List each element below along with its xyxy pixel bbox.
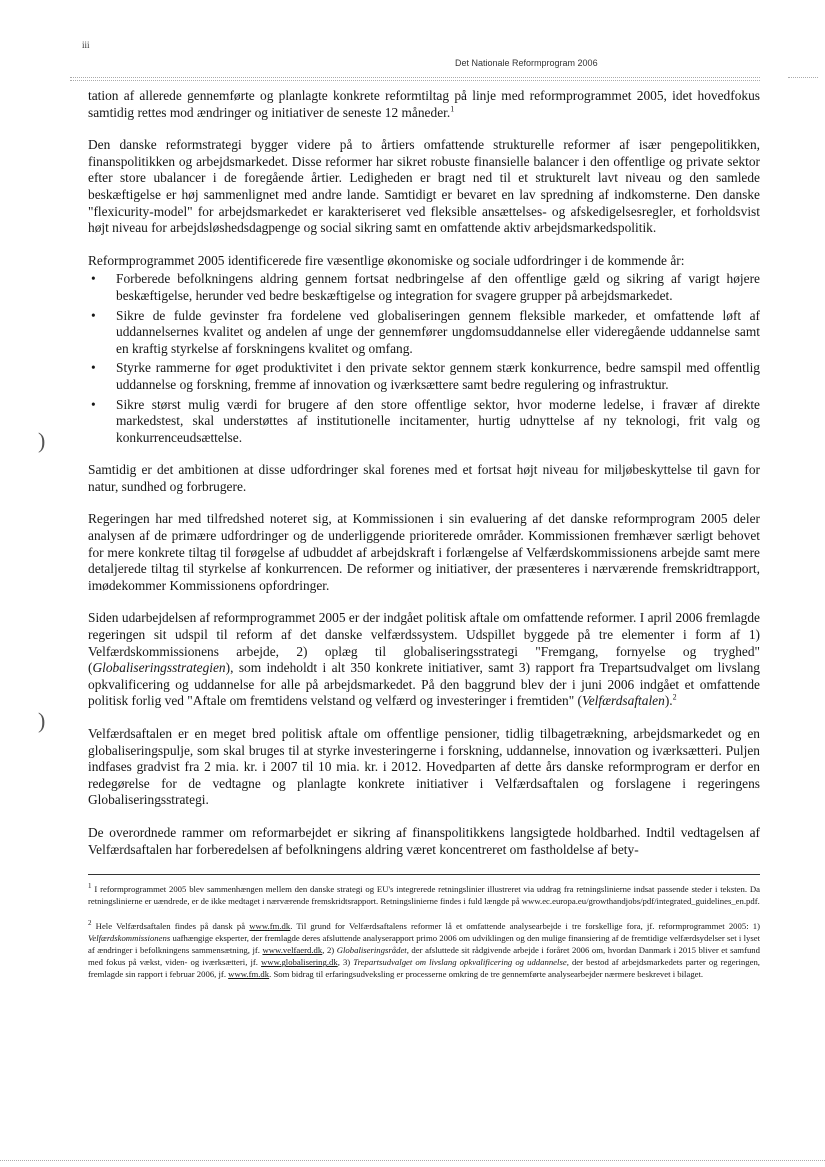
footnote-ref: 1	[450, 104, 455, 114]
scan-rule	[0, 1160, 825, 1161]
link-fm[interactable]: www.fm.dk	[228, 969, 270, 980]
list-item-text: Styrke rammerne for øget produktivitet i den private sektor gennem stærk konkurrence, bedre samspil med offentlig uddannelse og forskning, fremme af innovation og iværksættere samt bedre regulering og infrastruktur.	[116, 360, 760, 392]
footnote-text: , der afsluttede sit rådgivende arbejde i foråret 2006 om, hvordan Danmark i 2015 bliver et samfund med fokus på vækst, viden- og iværksætteri, jf.	[88, 944, 760, 968]
footnote-text: I reformprogrammet 2005 blev sammenhængen mellem den danske strategi og EU's integrerede retningslinier illustreret via uddrag fra retningslinierne indsat passende steder i teksten. Da retningslinierne er uændrede, er de ikke medtaget i nærværende fremskridtsrapport. Retningslinierne findes i fuld længde på www.ec.europa.eu/growthandjobs/pdf/integrated_guidelines_en.pdf.	[88, 884, 761, 907]
bullet-icon: •	[91, 307, 96, 323]
header-watermark: Det Nationale Reformprogram 2006	[455, 58, 598, 68]
footnote-text: Hele Velfærdsaftalen findes på dansk på	[95, 920, 250, 931]
scan-rule	[70, 80, 760, 81]
paragraph-challenges-intro: Reformprogrammet 2005 identificerede fire væsentlige økonomiske og sociale udfordringer i de kommende år:	[88, 252, 685, 268]
list-item-text: Forberede befolkningens aldring gennem fortsat nedbringelse af den offentlige gæld og sikring af varigt højere beskæftigelse, herunder ved bedre beskæftigelse og integration for svagere grupper på arbejdsmarkedet.	[116, 271, 760, 303]
footnote-text: , 2)	[322, 944, 337, 955]
bullet-icon: •	[91, 396, 96, 412]
italic-term: Velfærdskommissionens	[88, 932, 171, 943]
footnote-text: uafhængige eksperter, der fremlagde deres afsluttende analyserapport primo 2006 om udviklingen og den mulige finansiering af de fremtidige velfærdsydelser set i lyset af ændringer i befolkningens sammensætning, jf.	[88, 932, 760, 955]
paragraph-welfare-agreement	[88, 610, 760, 710]
page-body	[88, 88, 760, 993]
list-item-text: Sikre størst mulig værdi for brugere af den store offentlige sektor, hvor moderne ledelse, i fravær af direkte markedstest, skal understøttes af institutionelle incitamenter, hurtig udnyttelse af ny teknologi, frit valg og konkurrenceudsættelse.	[116, 396, 760, 445]
scan-rule	[788, 77, 818, 78]
paragraph-text: tation af allerede gennemførte og planlagte konkrete reformtiltag på linje med reformprogrammet 2005, idet hovedfokus samtidig rettes mod ændringer og initiativer de seneste 12 måneder.	[88, 88, 760, 120]
footnote-text: , der bestod af arbejdsmarkedets parter og regeringen, fremlagde sin rapport i februar 2006, jf.	[88, 957, 760, 980]
paragraph-framework: De overordnede rammer om reformarbejdet er sikring af finanspolitikkens langsigtede holdbarhed. Indtil vedtagelsen af Velfærdsaftalen har forberedelsen af befolkningens aldring været koncentreret om fastholdelse af bety-	[88, 824, 760, 857]
scan-rule	[70, 77, 760, 78]
paragraph-text: Siden udarbejdelsen af reformprogrammet 2005 er der indgået politisk aftale om omfattende reformer. I april 2006 fremlagde regeringen sit udspil til reform af det danske velfærdssystem. Udspillet byggede på tre elementer i form af 1) Velfærdskommissionens arbejde, 2) oplæg til globaliseringsstrategi "Fremgang, fornyelse og tryghed" (	[88, 610, 760, 676]
paragraph-text: ), som indeholdt i alt 350 konkrete initiativer, samt 3) rapport fra Trepartsudvalget om livslang opkvalificering og uddannelse for alle på arbejdsmarkedet. På den baggrund blev der i juni 2006 indgået et omfattende politisk forlig ved "Aftale om fremtidens velstand og velfærd og investeringer i fremtiden" (	[88, 660, 760, 709]
footnote-text: . Til grund for Velfærdsaftalens reformer lå et omfattende analysearbejde i tre forskellige fora, jf. reformprogrammet 2005: 1)	[290, 920, 760, 931]
bullet-icon: •	[91, 271, 96, 287]
footnote-2	[88, 920, 760, 981]
paragraph-globalisation-pool: Velfærdsaftalen er en meget bred politisk aftale om offentlige pensioner, tidlig tilbagetrækning, arbejdsmarkedet og en globaliseringspulje, som skal bruges til at styrke investeringerne i forskning, uddannelse, innovation og iværksætteri. Puljen indfases gradvist fra 2 mia. kr. i 2007 til 10 mia. kr. i 2012. Hovedparten af dette års danske reformprogram er derfor en redegørelse for de vedtagne og planlagte konkrete initiativer i Velfærdsaftalen og forslagene i regeringens Globaliseringsstrategi.	[88, 726, 760, 808]
link-velfaerd[interactable]: www.velfaerd.dk	[262, 944, 323, 955]
paragraph-commission: Regeringen har med tilfredshed noteret sig, at Kommissionen i sin evaluering af det danske reformprogram 2005 deler analysen af de primære udfordringer og de underliggende prioriterede områder. Kommissionen fremhæver særligt behovet for mere konkrete tiltag til forøgelse af udbuddet af arbejdskraft i forlængelse af Velfærdskommissionens arbejde samt mere detaljerede tiltag til styrkelse af konkurrencen. De reformer og initiativer, der præsenteres i nærværende fremskridtrapport, imødekommer Kommissionens opfordringer.	[88, 511, 760, 593]
paragraph-strategy: Den danske reformstrategi bygger videre på to årtiers omfattende strukturelle reformer af især pengepolitikken, finanspolitikken og arbejdsmarkedet. Disse reformer har sikret robuste finansielle balancer i den offentlige og private sektor efter store ubalancer i de foregående årtier. Ledigheden er bragt ned til et strukturelt lavt niveau og den samlede beskæftigelse er høj sammenlignet med andre lande. Samtidigt er bevaret en lav spredning af indkomsterne. Den danske "flexicurity-model" for arbejdsmarkedet er karakteriseret ved fleksible ansættelses- og afskedigelsesregler, et forholdsvist højt niveau for arbejdsløshedsdagpenge og social sikring samt en omfattende aktiv arbejdsmarkedspolitik.	[88, 137, 760, 236]
bullet-icon: •	[91, 360, 96, 376]
list-item	[88, 308, 760, 358]
italic-term: Trepartsudvalget om livslang opkvalificering og uddannelse	[353, 957, 567, 968]
margin-bracket-icon: )	[38, 708, 46, 733]
footnote-text: , 3)	[337, 957, 354, 968]
challenges-list	[88, 271, 760, 446]
footnote-divider	[88, 874, 760, 875]
italic-term: Globaliseringsrådet	[336, 944, 407, 955]
link-globalisering[interactable]: www.globalisering.dk	[261, 957, 338, 968]
link-fm[interactable]: www.fm.dk	[249, 920, 291, 931]
list-item-text: Sikre de fulde gevinster fra fordelene ved globaliseringen gennem fleksible markeder, et omfattende løft af uddannelsernes kvalitet og andelen af unge der gennemfører ungdomsuddannelse eller videregående uddannelse samt en kraftig styrkelse af forskningens kvalitet og omfang.	[116, 307, 760, 356]
footnote-ref: 2	[672, 692, 677, 702]
paragraph-intro	[88, 88, 760, 121]
italic-term: Velfærdsaftalen	[582, 693, 665, 709]
page-number: iii	[82, 40, 90, 50]
list-item	[88, 360, 760, 393]
paragraph-environment: Samtidig er det ambitionen at disse udfordringer skal forenes med et fortsat højt niveau for miljøbeskyttelse til gavn for natur, sundhed og forbrugere.	[88, 462, 760, 494]
list-item	[88, 271, 760, 304]
list-item	[88, 397, 760, 447]
footnote-1	[88, 883, 760, 907]
italic-term: Globaliseringsstrategien	[92, 660, 226, 676]
paragraph-text: ).	[664, 693, 673, 709]
margin-bracket-icon: )	[38, 428, 46, 453]
footnote-number: 1	[88, 882, 92, 891]
footnote-text: . Som bidrag til erfaringsudveksling er processerne omkring de tre gennemførte analysearbejder nærmere beskrevet i bilaget.	[269, 969, 704, 980]
footnote-number: 2	[88, 918, 92, 927]
